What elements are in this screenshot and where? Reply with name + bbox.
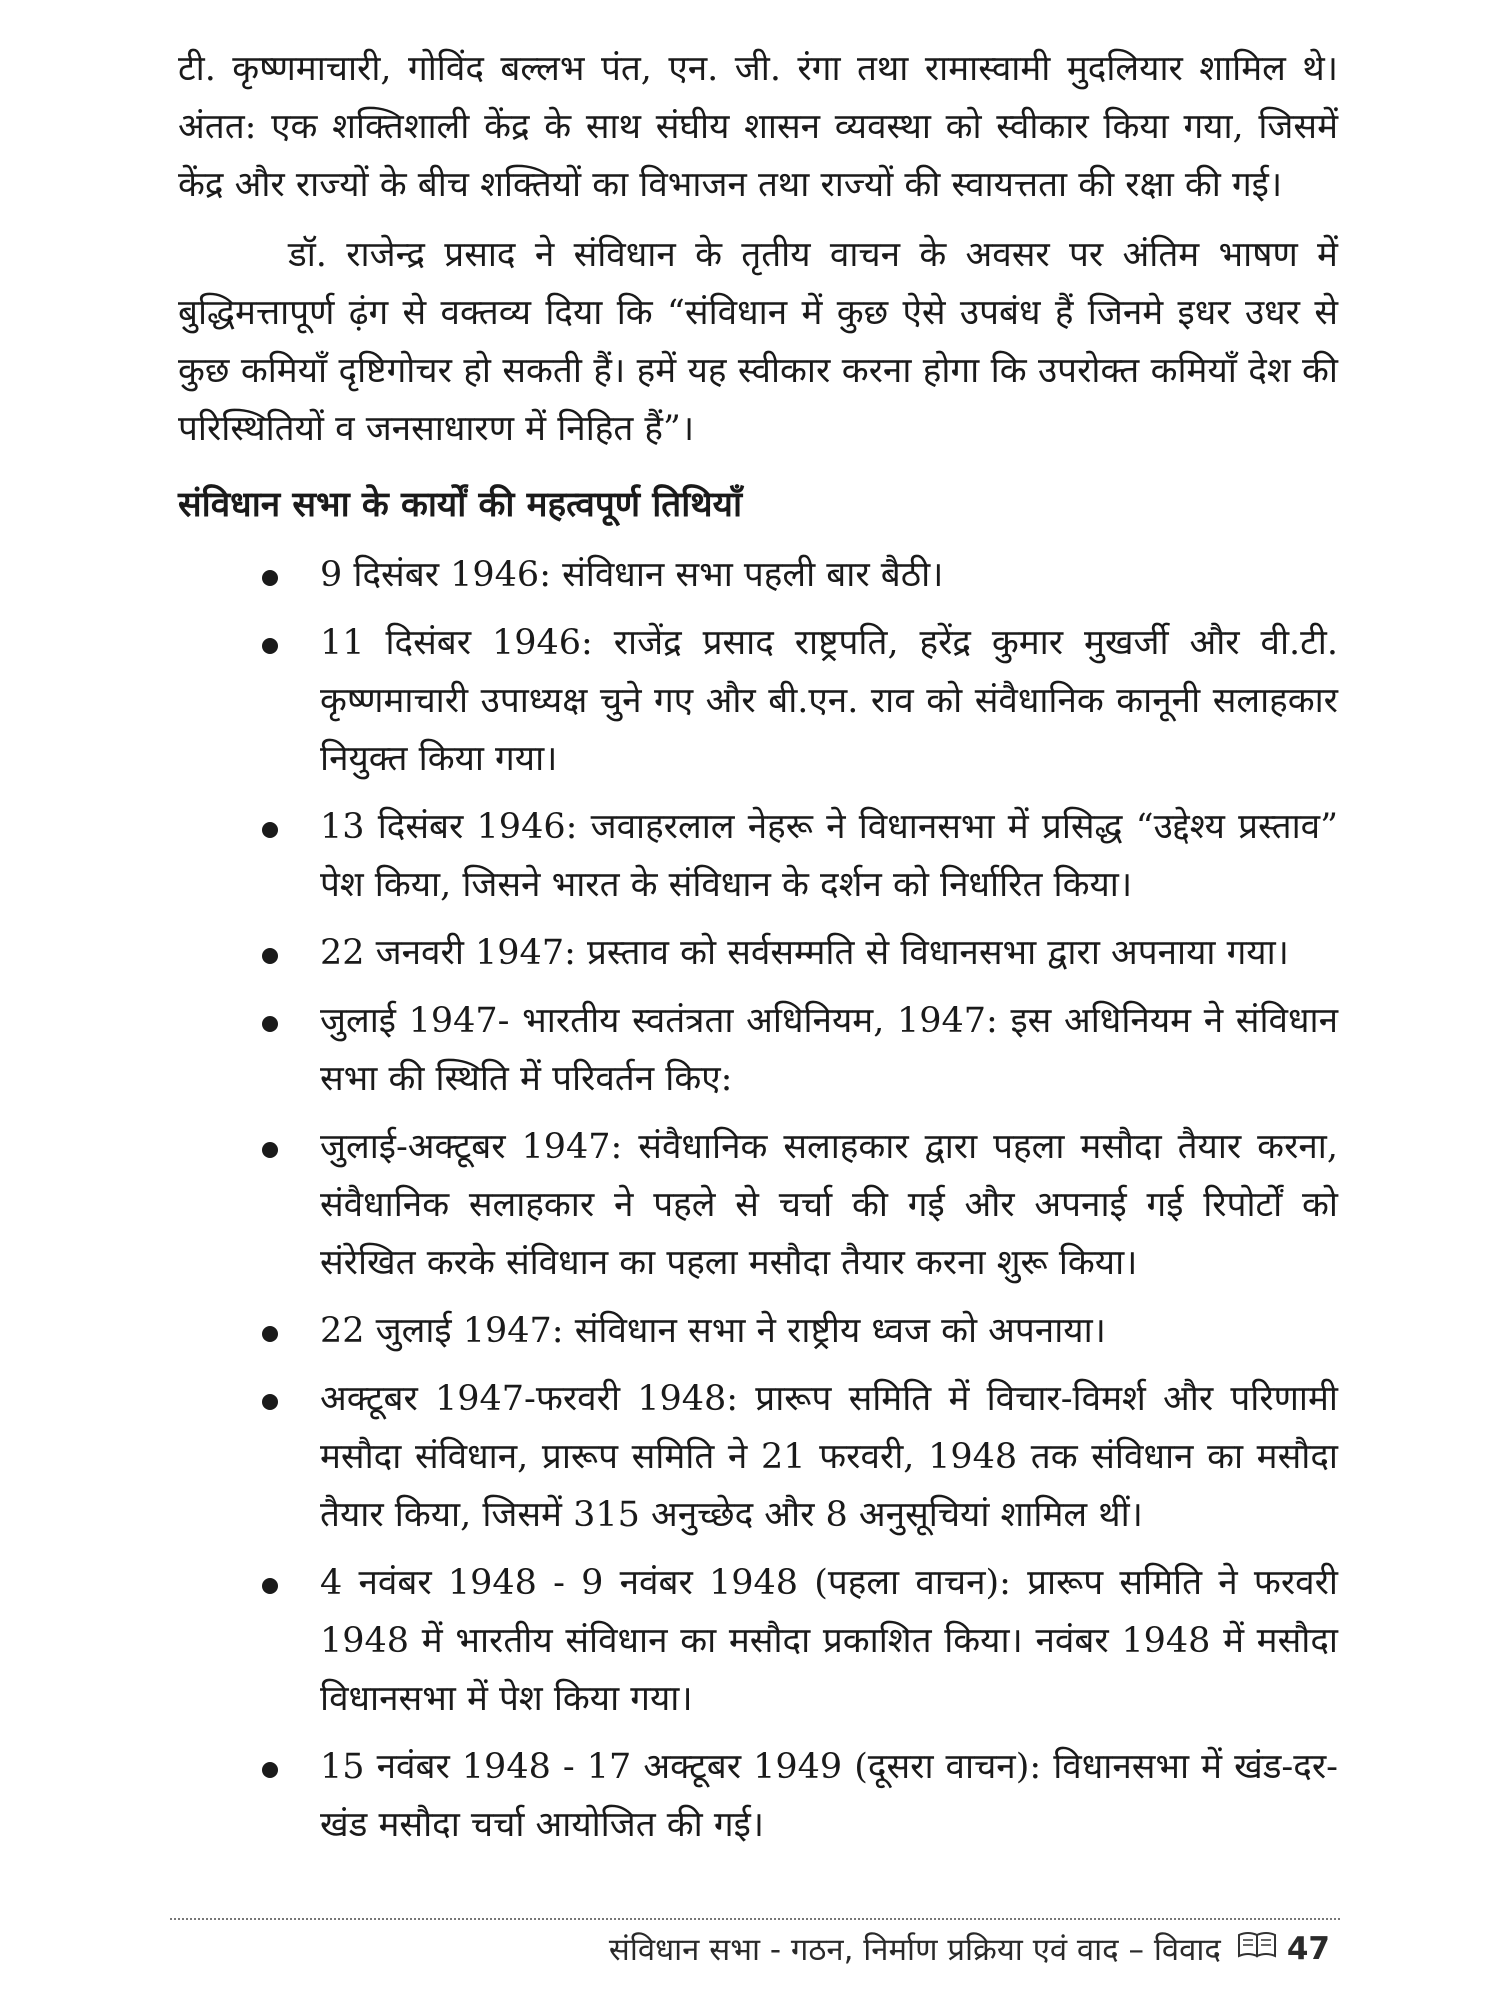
bullet-icon bbox=[262, 1394, 278, 1410]
list-item bbox=[320, 1738, 1338, 1854]
body-paragraph-2: डॉ. राजेन्द्र प्रसाद ने संविधान के तृतीय वाचन के अवसर पर अंतिम भाषण में बुद्धिमत्तापूर्ण ढ़ंग से वक्तव्य दिया कि “संविधान में कुछ ऐसे उपबंध हैं जिनमे इधर उधर से कुछ कमियाँ दृष्टिगोचर हो सकती हैं। हमें यह स्वीकार करना होगा कि उपरोक्त कमियाँ देश की परिस्थितियों व जनसाधारण में निहित हैं”। bbox=[178, 235, 1338, 449]
bullet-icon bbox=[262, 1142, 278, 1158]
page-footer bbox=[609, 1928, 1330, 1970]
bullet-icon bbox=[262, 822, 278, 838]
list-item-text: 15 नवंबर 1948 - 17 अक्टूबर 1949 (दूसरा वाचन): विधानसभा में खंड-दर-खंड मसौदा चर्चा आयोजित की गई। bbox=[320, 1747, 1338, 1845]
list-item bbox=[320, 1554, 1338, 1728]
list-item bbox=[320, 1302, 1338, 1360]
page-content bbox=[178, 40, 1338, 1864]
list-item-text: जुलाई-अक्टूबर 1947: संवैधानिक सलाहकार द्वारा पहला मसौदा तैयार करना, संवैधानिक सलाहकार ने पहले से चर्चा की गई और अपनाई गई रिपोर्टों को संरेखित करके संविधान का पहला मसौदा तैयार करना शुरू किया। bbox=[320, 1127, 1338, 1283]
bullet-icon bbox=[262, 948, 278, 964]
section-heading: संविधान सभा के कार्यों की महत्वपूर्ण तिथियाँ bbox=[178, 485, 743, 525]
list-item-text: जुलाई 1947- भारतीय स्वतंत्रता अधिनियम, 1947: इस अधिनियम ने संविधान सभा की स्थिति में परिवर्तन किए: bbox=[320, 1001, 1338, 1099]
bullet-icon bbox=[262, 1016, 278, 1032]
bullet-icon bbox=[262, 570, 278, 586]
open-book-icon bbox=[1237, 1930, 1277, 1968]
bullet-icon bbox=[262, 1578, 278, 1594]
list-item bbox=[320, 614, 1338, 788]
page-number: 47 bbox=[1286, 1931, 1330, 1967]
list-item-text: 22 जुलाई 1947: संविधान सभा ने राष्ट्रीय ध्वज को अपनाया। bbox=[320, 1311, 1106, 1351]
list-item bbox=[320, 924, 1338, 982]
list-item-text: 13 दिसंबर 1946: जवाहरलाल नेहरू ने विधानसभा में प्रसिद्ध “उद्देश्य प्रस्ताव” पेश किया, जिसने भारत के संविधान के दर्शन को निर्धारित किया। bbox=[320, 807, 1338, 905]
bullet-icon bbox=[262, 638, 278, 654]
list-item-text: अक्टूबर 1947-फरवरी 1948: प्रारूप समिति में विचार-विमर्श और परिणामी मसौदा संविधान, प्रारूप समिति ने 21 फरवरी, 1948 तक संविधान का मसौदा तैयार किया, जिसमें 315 अनुच्छेद और 8 अनुसूचियां शामिल थीं। bbox=[320, 1379, 1338, 1535]
list-item-text: 9 दिसंबर 1946: संविधान सभा पहली बार बैठी। bbox=[320, 555, 944, 595]
bullet-icon bbox=[262, 1762, 278, 1778]
list-item-text: 11 दिसंबर 1946: राजेंद्र प्रसाद राष्ट्रपति, हरेंद्र कुमार मुखर्जी और वी.टी. कृष्णमाचारी उपाध्यक्ष चुने गए और बी.एन. राव को संवैधानिक कानूनी सलाहकार नियुक्त किया गया। bbox=[320, 623, 1338, 779]
list-item bbox=[320, 546, 1338, 604]
list-item-text: 22 जनवरी 1947: प्रस्ताव को सर्वसम्मति से विधानसभा द्वारा अपनाया गया। bbox=[320, 933, 1289, 973]
dates-list bbox=[178, 546, 1338, 1854]
list-item-text: 4 नवंबर 1948 - 9 नवंबर 1948 (पहला वाचन): प्रारूप समिति ने फरवरी 1948 में भारतीय संविधान का मसौदा प्रकाशित किया। नवंबर 1948 में मसौदा विधानसभा में पेश किया गया। bbox=[320, 1563, 1338, 1719]
list-item bbox=[320, 798, 1338, 914]
running-title: संविधान सभा - गठन, निर्माण प्रक्रिया एवं वाद – विवाद bbox=[608, 1932, 1221, 1968]
list-item bbox=[320, 1370, 1338, 1544]
body-paragraph-1: टी. कृष्णमाचारी, गोविंद बल्लभ पंत, एन. जी. रंगा तथा रामास्वामी मुदलियार शामिल थे। अंतत: एक शक्तिशाली केंद्र के साथ संघीय शासन व्यवस्था को स्वीकार किया गया, जिसमें केंद्र और राज्यों के बीच शक्तियों का विभाजन तथा राज्यों की स्वायत्तता की रक्षा की गई। bbox=[178, 49, 1338, 205]
list-item bbox=[320, 1118, 1338, 1292]
list-item bbox=[320, 992, 1338, 1108]
bullet-icon bbox=[262, 1326, 278, 1342]
footer-divider bbox=[170, 1918, 1340, 1920]
